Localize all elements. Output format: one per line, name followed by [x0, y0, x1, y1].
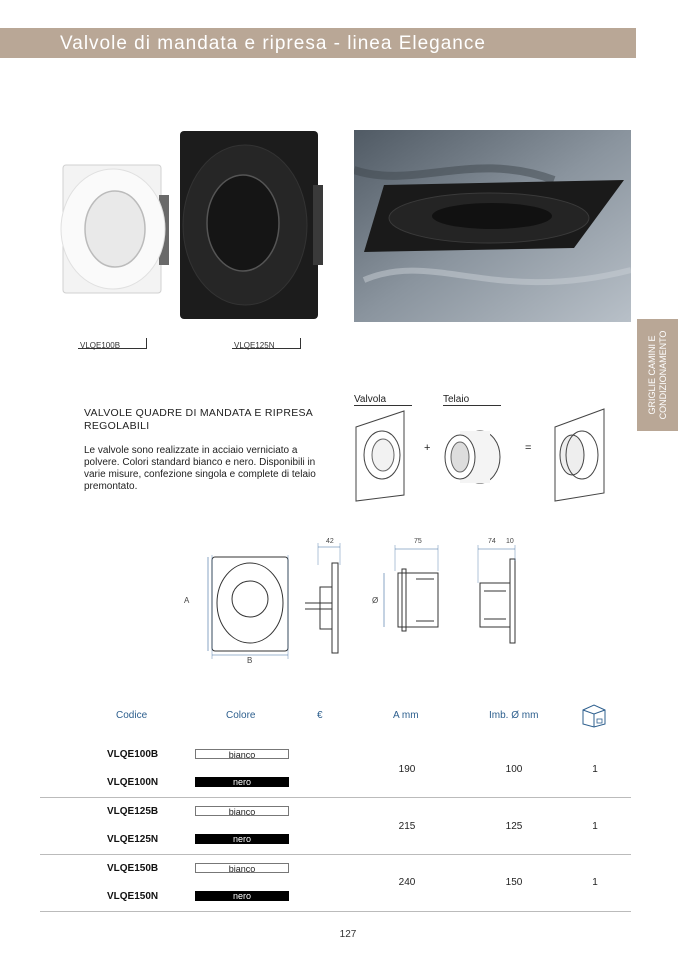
table-cell-code: VLQE100N — [107, 777, 159, 788]
side-tab — [637, 319, 678, 431]
side-tab-label: GRIGLIE CAMINI E CONDIZIONAMENTO — [646, 330, 668, 420]
plus-sign: + — [424, 442, 431, 454]
color-swatch-bianco: bianco — [195, 806, 289, 816]
page-title: Valvole di mandata e ripresa - linea Elegance — [60, 33, 486, 54]
assembly-telaio-label: Telaio — [443, 394, 470, 405]
table-cell-a: 190 — [398, 764, 416, 775]
product-label: VLQE100B — [80, 341, 121, 350]
dimension-label: 42 — [326, 538, 334, 545]
section-description: Le valvole sono realizzate in acciaio verniciato a polvere. Colori standard bianco e nero. Disponibili in varie misure, confezione singola e complete di telaio premontato. — [84, 445, 316, 492]
table-header-imb: Imb. Ø mm — [489, 710, 539, 721]
equals-sign: = — [525, 442, 532, 454]
color-swatch-bianco: bianco — [195, 749, 289, 759]
product-label: VLQE125N — [234, 341, 275, 350]
table-cell-code: VLQE150B — [107, 863, 159, 874]
table-cell-a: 240 — [398, 877, 416, 888]
table-cell-imb: 150 — [505, 877, 523, 888]
table-cell-qty: 1 — [592, 821, 598, 832]
dimension-label-b: B — [247, 656, 253, 665]
product-photo-installed — [354, 130, 631, 322]
table-cell-imb: 100 — [505, 764, 523, 775]
dimension-label: 10 — [506, 538, 514, 545]
table-header-euro: € — [317, 710, 323, 721]
table-cell-code: VLQE125N — [107, 834, 159, 845]
table-header-a-mm: A mm — [393, 710, 419, 721]
row-separator — [40, 854, 631, 855]
dimension-label-a: A — [184, 596, 190, 605]
row-separator — [40, 911, 631, 912]
color-swatch-nero: nero — [195, 834, 289, 844]
table-cell-code: VLQE100B — [107, 749, 159, 760]
section-title: VALVOLE QUADRE DI MANDATA E RIPRESA REGOLABILI — [84, 407, 313, 432]
table-cell-code: VLQE150N — [107, 891, 159, 902]
table-cell-imb: 125 — [505, 821, 523, 832]
table-header-colore: Colore — [226, 710, 256, 721]
color-swatch-nero: nero — [195, 891, 289, 901]
table-cell-qty: 1 — [592, 764, 598, 775]
table-cell-code: VLQE125B — [107, 806, 159, 817]
box-icon — [580, 702, 608, 728]
dimension-label: 75 — [414, 538, 422, 545]
assembly-valvola-label: Valvola — [354, 394, 387, 405]
row-separator — [40, 797, 631, 798]
dimension-label-diameter: Ø — [372, 596, 379, 605]
color-swatch-bianco: bianco — [195, 863, 289, 873]
table-header-codice: Codice — [116, 710, 148, 721]
dimension-label: 74 — [488, 538, 496, 545]
product-photo-valves — [55, 125, 325, 325]
table-cell-qty: 1 — [592, 877, 598, 888]
table-cell-a: 215 — [398, 821, 416, 832]
color-swatch-nero: nero — [195, 777, 289, 787]
technical-drawing — [180, 535, 530, 665]
assembly-diagram — [350, 405, 612, 505]
page-number: 127 — [339, 929, 357, 940]
